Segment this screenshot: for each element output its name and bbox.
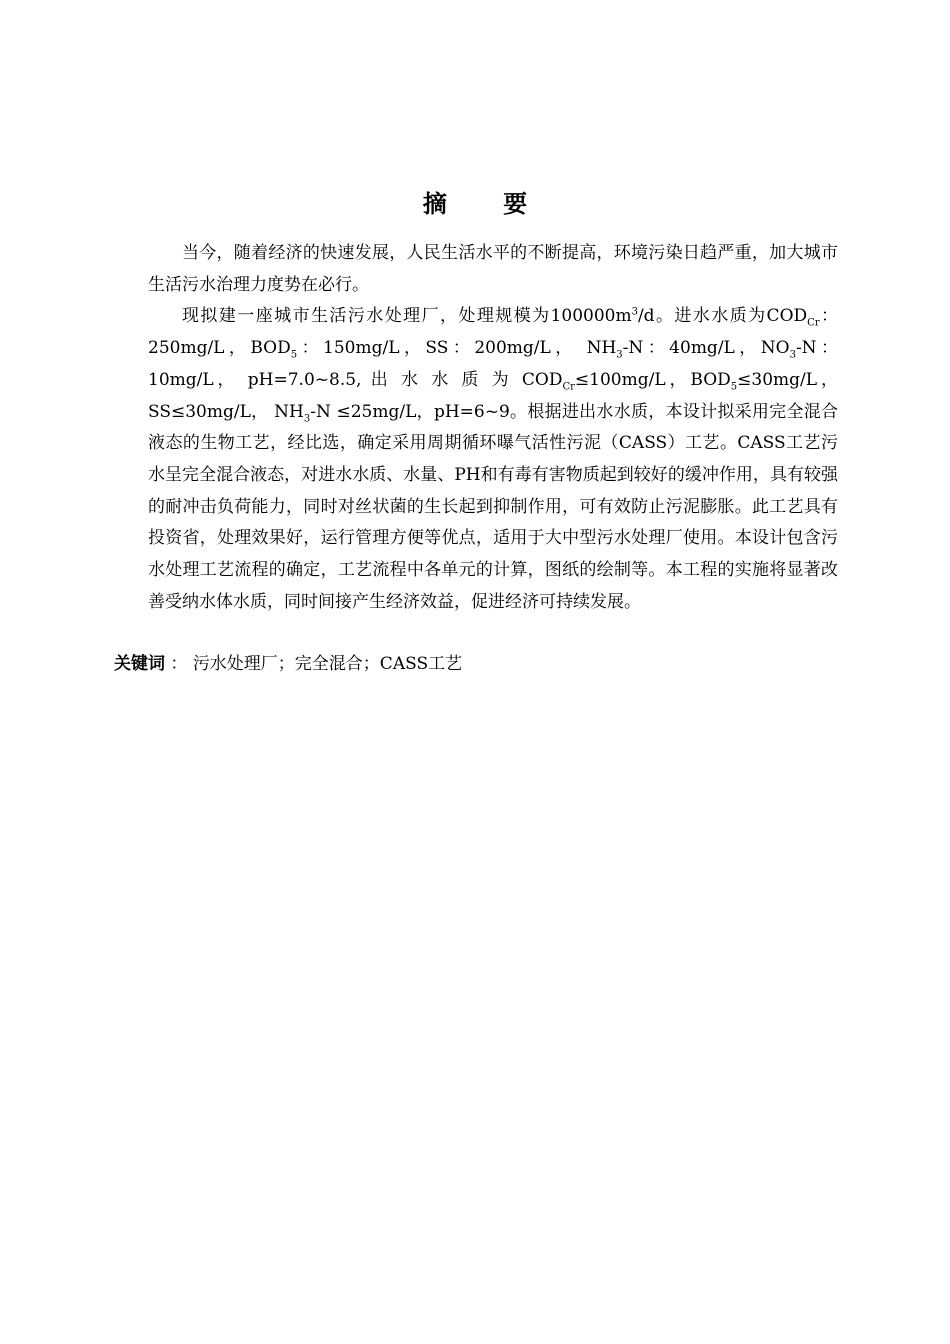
text-run: ：250mg/L，BOD (148, 306, 839, 359)
abstract-paragraph-2 (148, 301, 838, 618)
keywords-label: 关键词 (114, 654, 165, 674)
keywords-separator: ： (170, 654, 188, 674)
text-run: -N：10mg/L， pH=7.0~8.5, 出 水 水 质 为 COD (148, 338, 839, 390)
keywords-line (114, 650, 834, 678)
subscript: 5 (730, 381, 738, 393)
text-run: -N ≤25mg/L，pH=6~9。根据进出水水质，本设计拟采用完全混合液态的生物工艺，经比选，确定采用周期循环曝气活性污泥（CASS）工艺。CASS工艺污水呈完全混合液态，对进水水质、水量、PH和有毒有害物质起到较好的缓冲作用，具有较强的耐冲击负荷能力，同时对丝状菌的生长起到抑制作用，可有效防止污泥膨胀。此工艺具有投资省，处理效果好，运行管理方便等优点，适用于大中型污水处理厂使用。本设计包含污水处理工艺流程的确定，工艺流程中各单元的计算，图纸的绘制等。本工程的实施将显著改善受纳水体水质，同时间接产生经济效益，促进经济可持续发展。 (148, 401, 838, 612)
subscript: 3 (616, 349, 623, 361)
keywords-text: 污水处理厂；完全混合；CASS工艺 (192, 654, 463, 674)
text-run: /d。进水水质为COD (637, 306, 808, 327)
abstract-title: 摘 要 (422, 190, 552, 218)
subscript: 3 (303, 412, 311, 424)
subscript: Cr (562, 381, 575, 393)
text-run: 现拟建一座城市生活污水处理厂，处理规模为100000m (182, 306, 632, 327)
subscript: 3 (789, 349, 796, 361)
abstract-body (148, 238, 838, 618)
text-run: -N：40mg/L，NO (622, 338, 790, 359)
superscript: 3 (631, 306, 638, 318)
text-run: ：150mg/L，SS：200mg/L， NH (297, 338, 617, 359)
subscript: Cr (807, 317, 820, 329)
text-run: ≤100mg/L，BOD (574, 369, 731, 390)
text-run: ≤30mg/L，SS≤30mg/L， NH (148, 369, 838, 422)
subscript: 5 (290, 349, 298, 361)
abstract-paragraph-1: 当今，随着经济的快速发展，人民生活水平的不断提高，环境污染日趋严重，加大城市生活污水治理力度势在必行。 (148, 243, 838, 295)
